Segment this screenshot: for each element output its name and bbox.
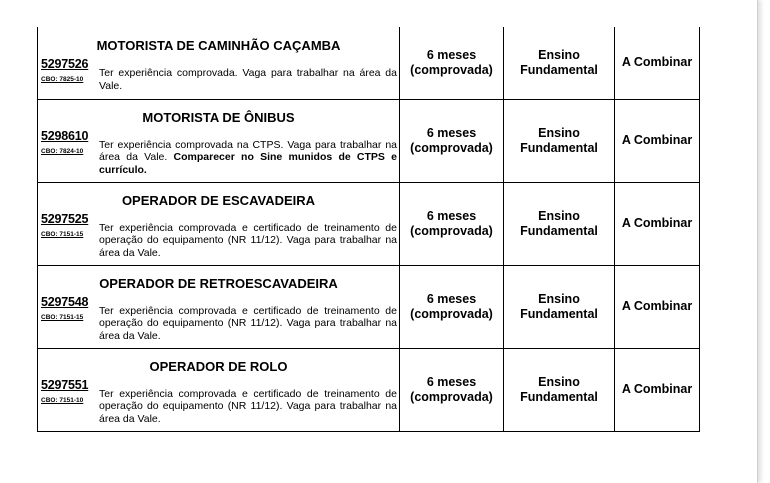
job-title: OPERADOR DE ESCAVADEIRA — [121, 192, 316, 208]
salary-value: A Combinar — [621, 55, 693, 70]
job-code[interactable]: 5297548 — [41, 294, 89, 309]
table-row — [38, 27, 700, 99]
salary-cell — [615, 99, 700, 182]
job-requirements — [99, 67, 399, 92]
job-code[interactable]: 5297551 — [41, 377, 89, 392]
education-cell — [504, 265, 615, 348]
job-description-cell — [38, 99, 400, 182]
job-requirements — [99, 388, 399, 426]
requirements-bold-text: Comparecer no Sine munidos de CTPS e currículo. — [99, 151, 397, 176]
salary-cell — [615, 182, 700, 265]
experience-duration: 6 meses — [426, 125, 477, 140]
education-line1: Ensino — [538, 125, 580, 140]
experience-cell — [400, 348, 504, 431]
salary-cell — [615, 27, 700, 99]
education-cell — [504, 99, 615, 182]
table-row — [38, 348, 700, 431]
job-listing-body — [38, 27, 700, 431]
cbo-code: CBO: 7151-15 — [41, 313, 84, 321]
salary-cell — [615, 265, 700, 348]
salary-value: A Combinar — [621, 133, 693, 147]
education-line2: Fundamental — [520, 389, 598, 404]
job-description-cell — [38, 265, 400, 348]
experience-duration: 6 meses — [426, 374, 477, 389]
experience-note: (comprovada) — [410, 223, 493, 238]
education-cell — [504, 27, 615, 99]
job-title: OPERADOR DE ROLO — [149, 358, 288, 374]
experience-cell — [400, 27, 504, 99]
job-description-cell — [38, 182, 400, 265]
job-requirements — [99, 222, 399, 260]
job-description-cell — [38, 348, 400, 431]
education-line2: Fundamental — [520, 62, 598, 77]
education-line2: Fundamental — [520, 223, 598, 238]
salary-value: A Combinar — [621, 299, 693, 313]
education-line1: Ensino — [538, 47, 580, 62]
experience-note: (comprovada) — [410, 62, 493, 77]
cbo-code: CBO: 7825-10 — [41, 76, 84, 84]
table-row — [38, 182, 700, 265]
job-requirements — [99, 305, 399, 343]
experience-note: (comprovada) — [410, 140, 493, 155]
experience-duration: 6 meses — [426, 208, 477, 223]
experience-note: (comprovada) — [410, 306, 493, 321]
cbo-code: CBO: 7151-10 — [41, 396, 84, 404]
education-line1: Ensino — [538, 291, 580, 306]
cbo-code: CBO: 7151-15 — [41, 230, 84, 238]
job-requirements — [99, 139, 399, 177]
experience-cell — [400, 265, 504, 348]
job-title: MOTORISTA DE ÔNIBUS — [142, 109, 295, 125]
salary-cell — [615, 348, 700, 431]
job-title: MOTORISTA DE CAMINHÃO CAÇAMBA — [96, 38, 341, 54]
education-cell — [504, 182, 615, 265]
education-cell — [504, 348, 615, 431]
experience-duration: 6 meses — [426, 47, 477, 62]
requirements-text: Ter experiência comprovada na CTPS. Vaga para trabalhar na área da Vale. — [99, 138, 397, 164]
requirements-text: Ter experiência comprovada e certificado de treinamento de operação do equipamento (NR 11/12). Vaga para trabalhar na área da Vale. — [99, 221, 397, 259]
table-row — [38, 99, 700, 182]
education-line2: Fundamental — [520, 140, 598, 155]
salary-value: A Combinar — [621, 382, 693, 396]
job-title: OPERADOR DE RETROESCAVADEIRA — [99, 275, 338, 291]
education-line2: Fundamental — [520, 306, 598, 321]
requirements-text: Ter experiência comprovada e certificado de treinamento de operação do equipamento (NR 11/12). Vaga para trabalhar na área da Vale. — [99, 387, 397, 425]
salary-value: A Combinar — [621, 216, 693, 230]
experience-note: (comprovada) — [410, 389, 493, 404]
education-line1: Ensino — [538, 208, 580, 223]
job-listing-table — [37, 27, 700, 432]
cbo-code: CBO: 7824-10 — [41, 147, 84, 155]
requirements-text: Ter experiência comprovada e certificado de treinamento de operação do equipamento (NR 11/12). Vaga para trabalhar na área da Vale. — [99, 304, 397, 342]
job-code[interactable]: 5297525 — [41, 211, 89, 226]
job-description-cell — [38, 27, 400, 99]
experience-cell — [400, 99, 504, 182]
experience-cell — [400, 182, 504, 265]
education-line1: Ensino — [538, 374, 580, 389]
job-code[interactable]: 5297526 — [41, 57, 89, 72]
experience-duration: 6 meses — [426, 291, 477, 306]
requirements-text: Ter experiência comprovada. Vaga para trabalhar na área da Vale. — [99, 67, 397, 92]
table-row — [38, 265, 700, 348]
job-code[interactable]: 5298610 — [41, 128, 89, 143]
